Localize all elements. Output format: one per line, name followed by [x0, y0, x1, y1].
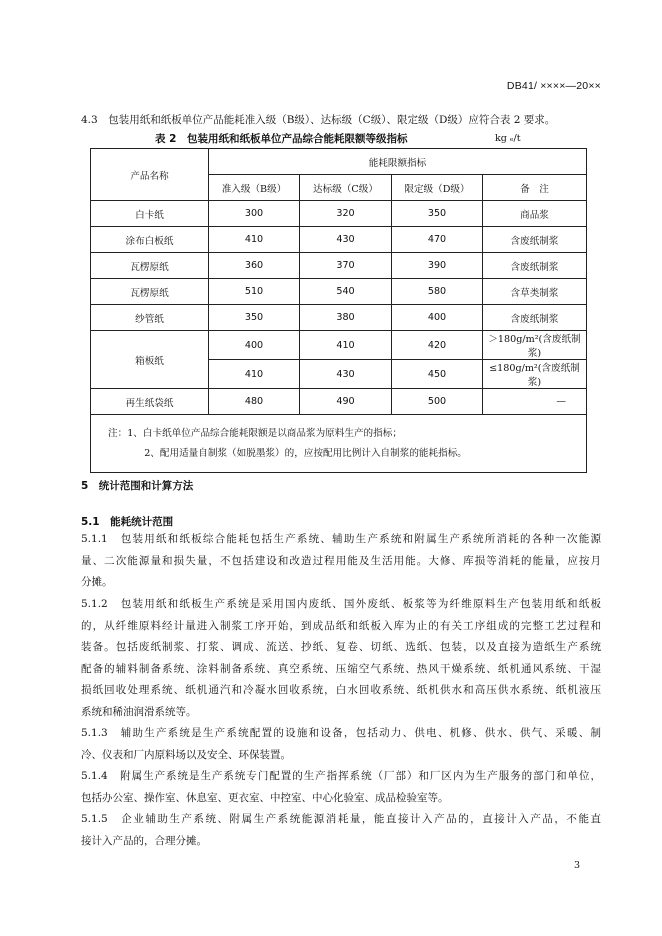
cell-remark: 含废纸制浆 [483, 253, 587, 279]
table-unit: kg ₑ/t [495, 133, 521, 144]
page-number: 3 [573, 860, 580, 871]
table-header-row [91, 149, 587, 175]
cell-level-c: 320 [300, 201, 392, 227]
cell-level-d: 420 [392, 331, 483, 360]
cell-level-d: 450 [392, 360, 483, 389]
header-level-c: 达标级（C级） [300, 175, 392, 201]
cell-level-c: 430 [300, 227, 392, 253]
cell-level-c: 370 [300, 253, 392, 279]
cell-product: 瓦楞原纸 [91, 279, 209, 305]
cell-level-c: 540 [300, 279, 392, 305]
table-row [91, 227, 587, 253]
table-row [91, 201, 587, 227]
cell-level-d: 350 [392, 201, 483, 227]
header-level-b: 准入级（B级） [209, 175, 300, 201]
header-remark: 备 注 [483, 175, 587, 201]
cell-remark: 含废纸制浆 [483, 305, 587, 331]
paragraph-5-1-3: 5.1.3 辅助生产系统是生产系统配置的设施和设备，包括动力、供电、机修、供水、供气、采暖、制 冷、仪表和厂内原料场以及安全、环保装置。 [81, 727, 601, 761]
cell-remark: ＞180g/m²(含废纸制浆) [483, 331, 587, 360]
cell-level-b: 410 [209, 227, 300, 253]
table-caption: 表 2 包装用纸和纸板单位产品综合能耗限额等级指标 [155, 133, 408, 145]
clause-4-3: 4.3 包装用纸和纸板单位产品能耗准入级（B级）、达标级（C级）、限定级（D级）应符合表 2 要求。 [81, 114, 556, 126]
table-row [91, 279, 587, 305]
cell-level-d: 400 [392, 305, 483, 331]
table-notes-row [91, 415, 587, 473]
cell-level-b: 410 [209, 360, 300, 389]
cell-level-d: 390 [392, 253, 483, 279]
cell-product: 再生纸袋纸 [91, 389, 209, 415]
table-row [91, 389, 587, 415]
table-row [91, 305, 587, 331]
table-row [91, 253, 587, 279]
cell-product: 纱管纸 [91, 305, 209, 331]
cell-level-b: 360 [209, 253, 300, 279]
header-energy-limit: 能耗限额指标 [209, 149, 587, 175]
cell-level-d: 580 [392, 279, 483, 305]
note-2: 2、配用适量自制浆（如脱墨浆）的，应按配用比例计入自制浆的能耗指标。 [144, 447, 467, 459]
section-5-1-heading: 5.1 能耗统计范围 [81, 516, 174, 528]
cell-level-b: 510 [209, 279, 300, 305]
note-label: 注： [108, 427, 128, 439]
paragraph-5-1-1: 5.1.1 包装用纸和纸板综合能耗包括生产系统、辅助生产系统和附属生产系统所消耗的各种一次能源 量、二次能源量和损失量，不包括建设和改造过程用能及生活用能。大修、库损等消耗的能量，应按月 分摊。 [81, 533, 601, 588]
paragraph-5-1-4: 5.1.4 附属生产系统是生产系统专门配置的生产指挥系统（厂部）和厂区内为生产服务的部门和单位， 包括办公室、操作室、休息室、更衣室、中控室、中心化验室、成品检验室等。 [81, 770, 601, 804]
table-row [91, 331, 587, 360]
cell-level-b: 350 [209, 305, 300, 331]
cell-product: 箱板纸 [91, 331, 209, 389]
energy-limit-table [90, 148, 587, 473]
cell-remark: 含废纸制浆 [483, 227, 587, 253]
cell-level-b: 480 [209, 389, 300, 415]
cell-level-b: 300 [209, 201, 300, 227]
cell-level-c: 410 [300, 331, 392, 360]
note-1: 注：1、白卡纸单位产品综合能耗限额是以商品浆为原料生产的指标； [108, 427, 402, 439]
cell-product: 瓦楞原纸 [91, 253, 209, 279]
document-code: DB41/ ××××—20×× [506, 80, 601, 92]
cell-level-c: 430 [300, 360, 392, 389]
cell-level-b: 400 [209, 331, 300, 360]
cell-level-c: 380 [300, 305, 392, 331]
cell-remark: ≤180g/m²(含废纸制浆) [483, 360, 587, 389]
section-5-heading: 5 统计范围和计算方法 [81, 480, 194, 492]
paragraph-5-1-2: 5.1.2 包装用纸和纸板生产系统是采用国内废纸、国外废纸、板浆等为纤维原料生产包装用纸和纸板 的，从纤维原料经计量进入制浆工序开始，到成品纸和纸板入库为止的有关工序组成的完整工艺过程和 装备。包括废纸制浆、打浆、调成、流送、抄纸、复卷、切纸、选纸、包装，以及直接为造纸生产系统 配备的辅料制备系统、涂料制备系统、真空系统、压缩空气系统、热风干燥系统、纸机通风系统、干湿 损纸回收处理系统、纸机通汽和冷凝水回收系统，白水回收系统、纸机供水和高压供水系统、纸机液压 系统和稀油润滑系统等。 [81, 598, 601, 718]
cell-remark: — [483, 389, 587, 415]
cell-product: 涂布白板纸 [91, 227, 209, 253]
header-level-d: 限定级（D级） [392, 175, 483, 201]
cell-level-c: 490 [300, 389, 392, 415]
table-notes [91, 415, 587, 473]
paragraph-5-1-5: 5.1.5 企业辅助生产系统、附属生产系统能源消耗量，能直接计入产品的，直接计入产品，不能直 接计入产品的，合理分摊。 [81, 813, 601, 847]
cell-level-d: 470 [392, 227, 483, 253]
cell-product: 白卡纸 [91, 201, 209, 227]
cell-level-d: 500 [392, 389, 483, 415]
cell-remark: 含草类制浆 [483, 279, 587, 305]
cell-remark: 商品浆 [483, 201, 587, 227]
header-product-name: 产品名称 [91, 149, 209, 201]
